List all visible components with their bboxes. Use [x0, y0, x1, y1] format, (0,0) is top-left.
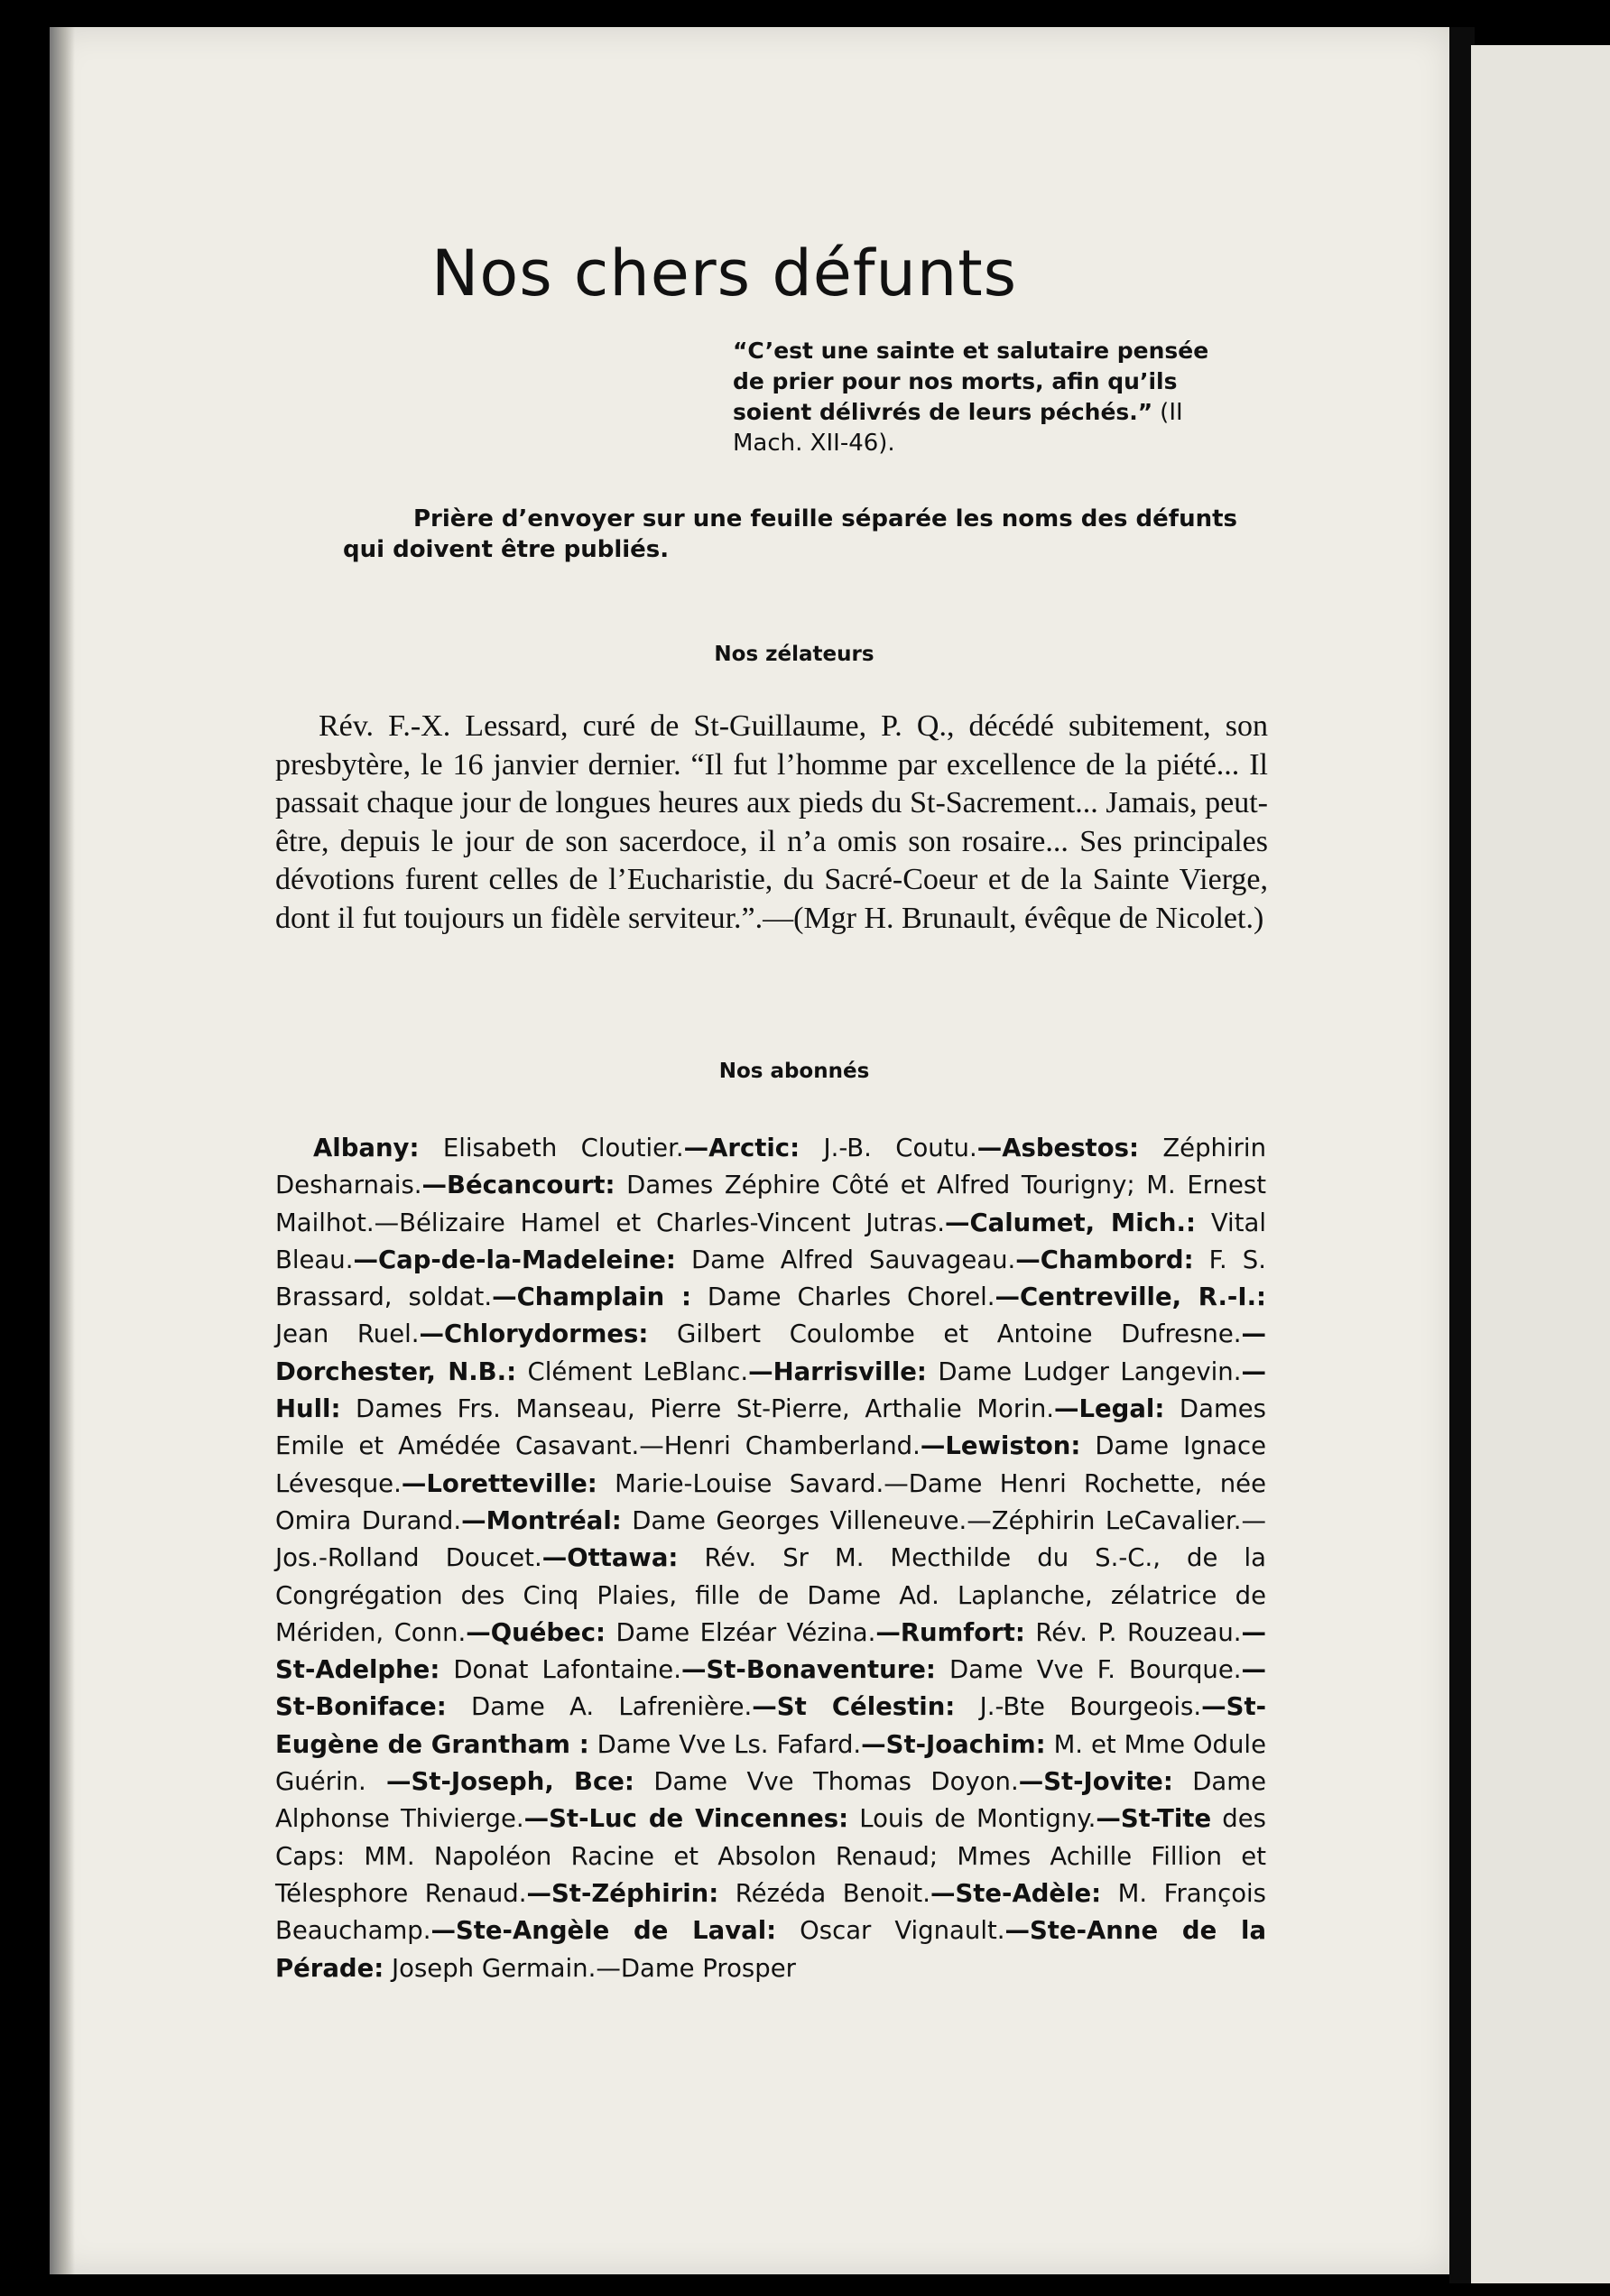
- entry-place: —Ste-Anne de la Pérade:: [275, 1916, 1267, 1983]
- submission-request: Prière d’envoyer sur une feuille séparée les noms des défunts qui doivent être publiés.: [343, 505, 1237, 563]
- entry-names: des Caps: MM. Napoléon Racine et Absolon Renaud; Mmes Achille Fillion et Télesphore Renaud.: [275, 1804, 1266, 1908]
- entry-place: —St-Luc de Vincennes:: [523, 1804, 849, 1834]
- entry-place: —Hull:: [275, 1356, 1266, 1424]
- entry-names: Gilbert Coulombe et Antoine Dufresne.: [648, 1319, 1242, 1349]
- entry-place: —Ste-Adèle:: [930, 1878, 1102, 1908]
- entry-names: Dame Georges Villeneuve.—Zéphirin LeCavalier.—Jos.-Rolland Doucet.: [275, 1505, 1267, 1573]
- entry-place: —St-Joachim:: [861, 1729, 1046, 1759]
- entry-names: Oscar Vignault.: [776, 1916, 1005, 1946]
- entry-names: Dame Alfred Sauvageau.: [675, 1245, 1016, 1274]
- section-heading-zelateurs: Nos zélateurs: [714, 643, 874, 666]
- entry-place: —St-Joseph, Bce:: [365, 1767, 634, 1797]
- entry-place: —Rumfort:: [875, 1617, 1025, 1647]
- entry-names: J.-Bte Bourgeois.: [955, 1692, 1202, 1722]
- entry-names: F. S. Brassard, soldat.: [275, 1245, 1267, 1312]
- entry-place: —Lewiston:: [920, 1431, 1081, 1461]
- entry-place: —St-Zéphirin:: [526, 1878, 719, 1908]
- entry-names: Vital Bleau.: [275, 1208, 1266, 1274]
- entry-place: —Asbestos:: [976, 1134, 1139, 1162]
- entry-names: Dame Elzéar Vézina.: [606, 1617, 876, 1647]
- entry-names: Jean Ruel.: [275, 1319, 420, 1349]
- entry-place: —St Célestin:: [752, 1692, 956, 1722]
- entry-names: Dame Ignace Lévesque.: [275, 1431, 1266, 1498]
- entry-place: —Harrisville:: [748, 1356, 927, 1386]
- entry-names: Dame A. Lafrenière.: [446, 1692, 753, 1722]
- entry-place: —Ste-Angèle de Laval:: [430, 1916, 777, 1946]
- entry-place: —Ottawa:: [541, 1543, 679, 1573]
- section-heading-abonnes: Nos abonnés: [718, 1060, 870, 1083]
- abonnes-list: [275, 1130, 1266, 1987]
- entry-place: —Champlain :: [492, 1282, 691, 1312]
- epigraph-reference: (II Mach. XII-46).: [733, 399, 1183, 457]
- entry-names: Rézéda Benoit.: [718, 1878, 930, 1908]
- entry-names: Rév. P. Rouzeau.: [1024, 1617, 1242, 1647]
- entry-names: Donat Lafontaine.: [440, 1655, 681, 1685]
- entry-names: M. François Beauchamp.: [275, 1878, 1266, 1946]
- entry-names: J.-B. Coutu.: [800, 1134, 977, 1162]
- entry-names: Elisabeth Cloutier.: [419, 1134, 684, 1162]
- entry-place: —Cap-de-la-Madeleine:: [353, 1245, 676, 1274]
- entry-names: Dames Zéphire Côté et Alfred Tourigny; M. Ernest Mailhot.—Bélizaire Hamel et Charles-Vincent Jutras.: [275, 1171, 1266, 1237]
- entry-place: —Bécancourt:: [421, 1171, 615, 1200]
- entry-place: —St-Eugène de Grantham :: [275, 1692, 1267, 1759]
- entry-place: —Dorchester, N.B.:: [275, 1319, 1266, 1386]
- entry-place: —Montréal:: [461, 1505, 622, 1535]
- entry-names: Dame Vve Thomas Doyon.: [634, 1767, 1019, 1797]
- entry-place: —Chlorydormes:: [419, 1319, 649, 1349]
- page-title: Nos chers défunts: [431, 236, 1018, 310]
- facing-page-edge: [1471, 45, 1610, 2283]
- entry-names: Rév. Sr M. Mecthilde du S.-C., de la Congrégation des Cinq Plaies, fille de Dame Ad. Laplanche, zélatrice de Mériden, Conn.: [275, 1543, 1266, 1647]
- entry-names: Dames Emile et Amédée Casavant.—Henri Chamberland.: [275, 1394, 1266, 1461]
- page-binding-shadow: [50, 27, 75, 2274]
- entry-place: —St-Bonaventure:: [680, 1655, 936, 1685]
- entry-place: Albany:: [313, 1134, 420, 1162]
- entry-names: Louis de Montigny.: [848, 1804, 1096, 1834]
- entry-names: M. et Mme Odule Guérin.: [275, 1729, 1266, 1797]
- entry-names: Dame Vve F. Bourque.: [935, 1655, 1242, 1685]
- entry-place: —Loretteville:: [401, 1468, 597, 1498]
- epigraph-quote: “C’est une sainte et salutaire pensée de prier pour nos morts, afin qu’ils soient délivrés de leurs péchés.”: [733, 338, 1209, 425]
- entry-place: —Centreville, R.-I.:: [995, 1282, 1267, 1312]
- entry-names: Dame Charles Chorel.: [690, 1282, 995, 1312]
- entry-place: —Québec:: [466, 1617, 606, 1647]
- entry-place: —Arctic:: [683, 1134, 800, 1162]
- entry-names: Marie-Louise Savard.—Dame Henri Rochette, née Omira Durand.: [275, 1468, 1266, 1535]
- entry-names: Dame Vve Ls. Fafard.: [588, 1729, 862, 1759]
- entry-names: Clément LeBlanc.: [516, 1356, 749, 1386]
- epigraph: [733, 336, 1238, 458]
- entry-place: —St-Jovite:: [1018, 1767, 1173, 1797]
- entry-names: Joseph Germain.—Dame Prosper: [384, 1953, 796, 1983]
- entry-place: —St-Adelphe:: [275, 1617, 1266, 1685]
- entry-names: Zéphirin Desharnais.: [275, 1134, 1267, 1200]
- entry-names: Dame Ludger Langevin.: [926, 1356, 1242, 1386]
- entry-place: —Calumet, Mich.:: [944, 1208, 1196, 1237]
- entry-place: —St-Boniface:: [275, 1655, 1266, 1722]
- zelateur-obituary: Rév. F.-X. Lessard, curé de St-Guillaume, P. Q., décédé subitement, son presbytère, le 16 janvier dernier. “Il fut l’homme par excellence de la piété... Il passait chaque jour de longues heures aux pieds du St-Sacrement... Jamais, peut-être, depuis le jour de son sacerdoce, il n’a omis son rosaire... Ses principales dévotions furent celles de l’Eucharistie, du Sacré-Coeur et de la Sainte Vierge, dont il fut toujours un fidèle serviteur.”.—(Mgr H. Brunault, évêque de Nicolet.): [275, 709, 1268, 935]
- entry-names: Dame Alphonse Thivierge.: [275, 1767, 1266, 1834]
- entry-place: —Chambord:: [1015, 1245, 1194, 1274]
- entry-place: —Legal:: [1054, 1394, 1165, 1424]
- entry-names: Dames Frs. Manseau, Pierre St-Pierre, Arthalie Morin.: [340, 1394, 1054, 1424]
- entry-place: —St-Tite: [1096, 1804, 1212, 1834]
